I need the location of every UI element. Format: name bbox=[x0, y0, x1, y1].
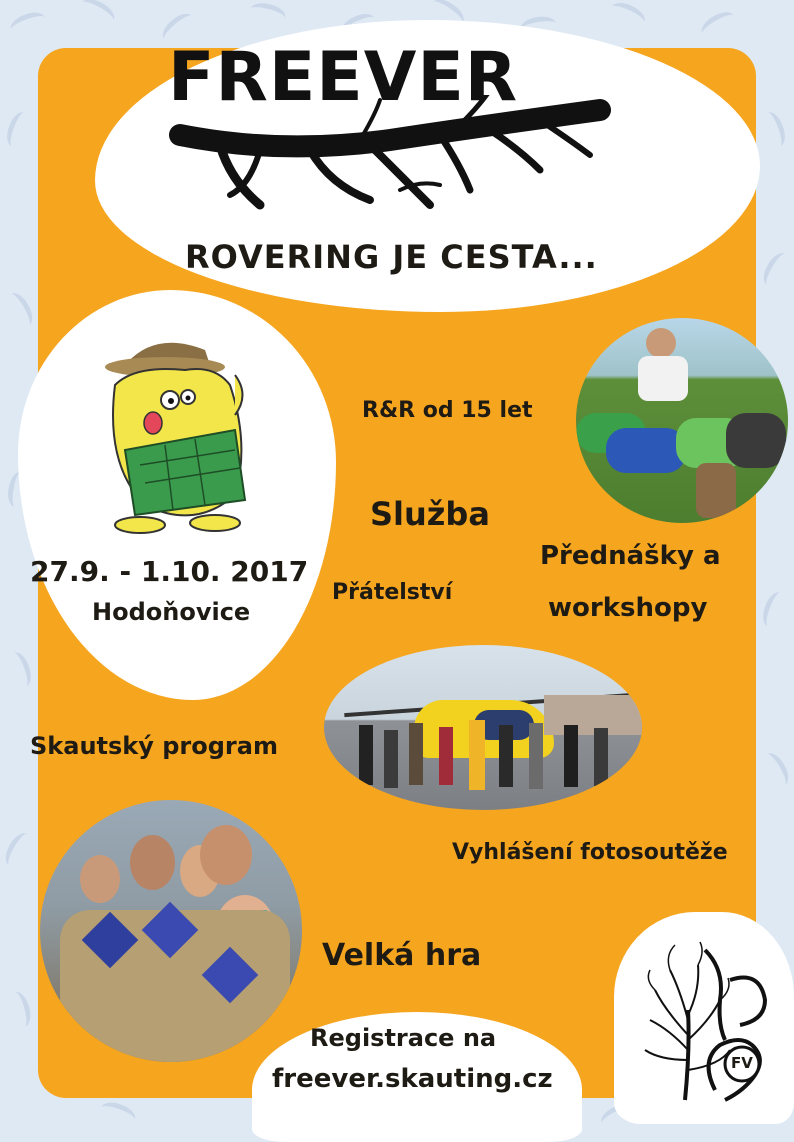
tree-fleur-de-lis-icon bbox=[640, 940, 780, 1110]
feature-scout-program: Skautský program bbox=[30, 732, 278, 760]
registration-line1: Registrace na bbox=[310, 1024, 497, 1052]
event-place: Hodoňovice bbox=[92, 598, 251, 626]
mascot-illustration bbox=[95, 325, 255, 540]
logo-title: FREEVER bbox=[168, 38, 519, 117]
registration-link[interactable]: freever.skauting.cz bbox=[272, 1064, 553, 1094]
feature-lectures-line1: Přednášky a bbox=[540, 541, 721, 571]
feature-service: Služba bbox=[370, 495, 490, 533]
event-dates: 27.9. - 1.10. 2017 bbox=[30, 555, 309, 588]
photo-helicopter bbox=[324, 645, 642, 810]
logo-subtitle: ROVERING JE CESTA... bbox=[185, 238, 598, 276]
roots-logo-graphic bbox=[160, 95, 630, 225]
feature-photo-contest: Vyhlášení fotosoutěže bbox=[452, 840, 728, 865]
feature-age: R&R od 15 let bbox=[362, 398, 533, 423]
feature-friendship: Přátelství bbox=[332, 580, 453, 605]
badge-initials: FV bbox=[731, 1054, 753, 1072]
photo-scouts bbox=[40, 800, 302, 1062]
photo-group-game bbox=[576, 318, 788, 523]
feature-big-game: Velká hra bbox=[322, 938, 482, 973]
feature-lectures-line2: workshopy bbox=[548, 593, 708, 623]
